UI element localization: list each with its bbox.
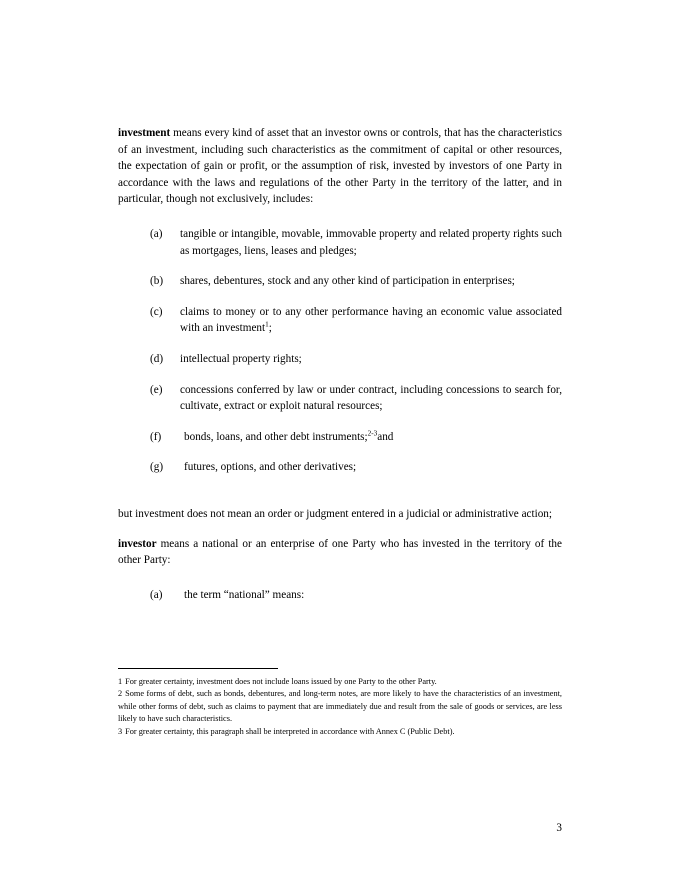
footnote-reference: 1: [265, 320, 269, 329]
list-marker: (e): [150, 383, 163, 396]
list-item-text: shares, debentures, stock and any other kind of participation in enterprises;: [180, 275, 515, 288]
list-item-text: concessions conferred by law or under contract, including concessions to search for, cultivate, extract or exploit natural resources;: [180, 383, 562, 413]
footnote: [118, 688, 562, 725]
list-item: [118, 351, 562, 368]
list-item: [118, 382, 562, 415]
footnote-text: Some forms of debt, such as bonds, debentures, and long-term notes, are more likely to have the characteristics of an investment, while other forms of debt, such as claims to payment that are immediately due and result from the sale of goods or services, are less likely to have such characteristics.: [118, 689, 562, 724]
list-marker: (d): [150, 352, 164, 365]
footnote-separator-rule: [118, 668, 278, 669]
footnote-reference: 2-3: [367, 428, 378, 437]
footnote-text: For greater certainty, this paragraph shall be interpreted in accordance with Annex C (Public Debt).: [125, 726, 455, 736]
definition-paragraph-investment: [118, 125, 562, 208]
list-marker: (a): [150, 227, 163, 240]
list-item-trailing-text: ;: [268, 322, 272, 335]
list-item: [118, 226, 562, 259]
footnote: [118, 726, 562, 738]
list-item-main-text: bonds, loans, and other debt instruments;: [184, 430, 368, 443]
defined-term-investment: investment: [118, 127, 171, 139]
definition-lead-text-investment: means every kind of asset that an investor owns or controls, that has the characteristics of an investment, including such characteristics as the commitment of capital or other resources, the expectation of gain or profit, or the assumption of risk, invested by investors of one Party in accordance with the laws and regulations of the other Party in the territory of the latter, and in particular, though not exclusively, includes:: [118, 127, 562, 206]
list-item-trailing-text: and: [377, 430, 394, 443]
list-item-main-text: claims to money or to any other performance having an economic value associated with an investment: [180, 305, 562, 335]
definition-paragraph-investor: [118, 536, 562, 569]
list-marker: (a): [150, 588, 163, 601]
definition-closing-paragraph: but investment does not mean an order or judgment entered in a judicial or administrative action;: [118, 507, 553, 520]
list-item: [118, 429, 562, 446]
definition-lead-text-investor: means a national or an enterprise of one Party who has invested in the territory of the other Party:: [118, 537, 562, 567]
list-item: [118, 587, 562, 604]
list-item-text: futures, options, and other derivatives;: [184, 461, 357, 474]
investor-item-list: [118, 587, 562, 604]
list-marker: (b): [150, 275, 164, 288]
list-item-text: the term “national” means:: [184, 588, 305, 601]
list-marker: (g): [150, 461, 164, 474]
footnote-number: 3: [118, 726, 123, 736]
defined-term-investor: investor: [118, 537, 157, 550]
footnote-text: For greater certainty, investment does not include loans issued by one Party to the other Party.: [125, 677, 437, 686]
footnote-number: 2: [118, 689, 123, 699]
footnote-number: 1: [118, 677, 123, 686]
list-item: [118, 459, 562, 476]
list-item-text: tangible or intangible, movable, immovable property and related property rights such as mortgages, liens, leases and pledges;: [180, 227, 562, 257]
footnotes-section: [118, 668, 562, 738]
investment-item-list: [118, 226, 562, 476]
list-item-text: [180, 429, 562, 446]
list-item-text: intellectual property rights;: [180, 352, 302, 365]
footnote: [118, 676, 562, 688]
list-item: [118, 304, 562, 337]
list-item: [118, 273, 562, 290]
list-marker: (f): [150, 430, 162, 443]
page-number: 3: [556, 822, 562, 834]
list-marker: (c): [150, 305, 163, 318]
document-body: [118, 125, 562, 603]
list-item-text: [180, 304, 562, 337]
